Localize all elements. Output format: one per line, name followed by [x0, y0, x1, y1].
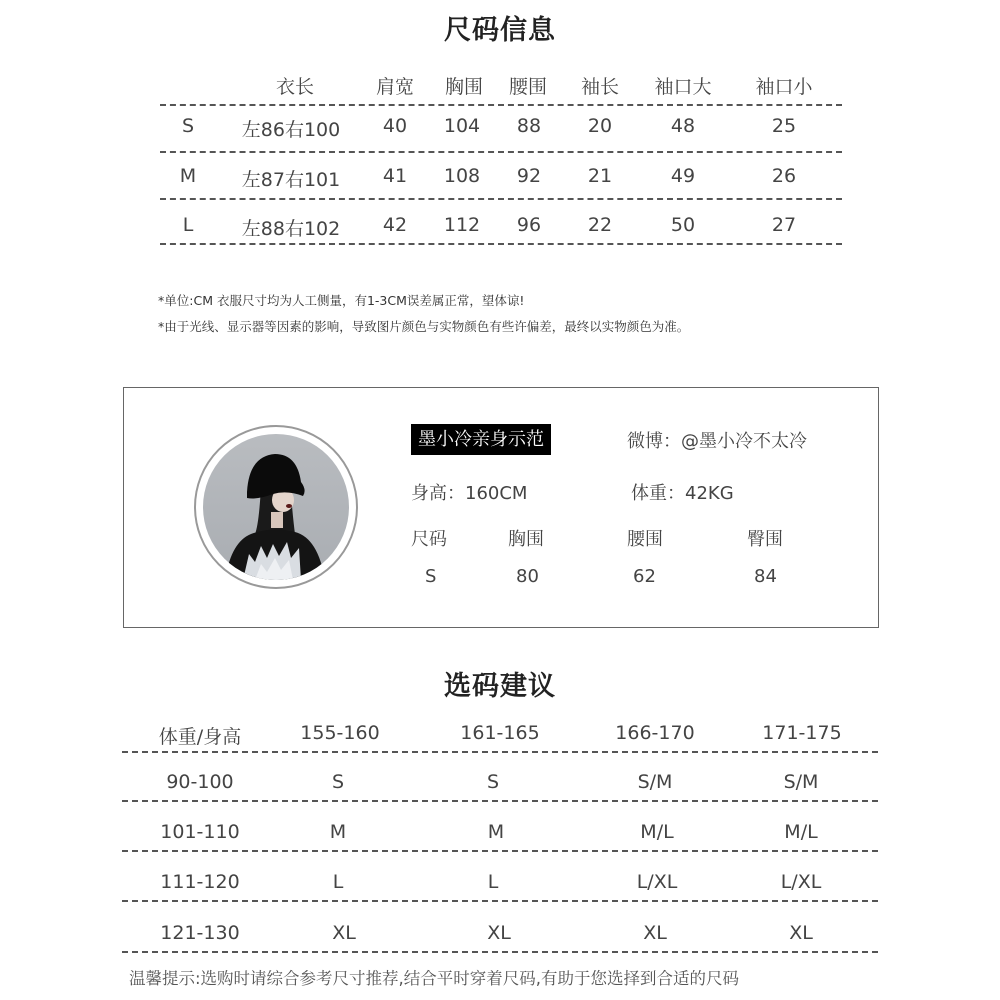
col-header-height-3: 166-170: [615, 722, 695, 744]
model-value-hip: 84: [754, 566, 777, 587]
weight-range: 121-130: [160, 922, 240, 944]
col-header-length: 衣长: [275, 76, 314, 98]
size-cell: XL: [789, 922, 813, 944]
col-header-waist: 腰围: [508, 76, 547, 98]
cell-shoulder: 41: [382, 165, 408, 187]
note-unit: *单位:CM 衣服尺寸均为人工侧量，有1-3CM误差属正常，望体谅!: [158, 293, 525, 308]
divider: [160, 243, 842, 245]
cell-length: 左86右100: [241, 119, 341, 141]
divider: [160, 104, 842, 106]
divider: [160, 198, 842, 200]
weight-range: 111-120: [160, 871, 240, 893]
model-header-hip: 臀围: [747, 529, 783, 550]
model-photo: [203, 434, 349, 580]
model-value-chest: 80: [516, 566, 539, 587]
cell-waist: 88: [516, 115, 542, 137]
cell-length: 左87右101: [241, 169, 341, 191]
size-cell: S: [331, 771, 345, 793]
size-cell: S/M: [783, 771, 819, 793]
divider: [122, 751, 878, 753]
cell-length: 左88右102: [241, 218, 341, 240]
cell-shoulder: 40: [382, 115, 408, 137]
cell-chest: 112: [443, 214, 481, 236]
divider: [122, 900, 878, 902]
model-header-waist: 腰围: [627, 529, 663, 550]
weight-range: 101-110: [160, 821, 240, 843]
size-cell: M/L: [784, 821, 818, 843]
note-color: *由于光线、显示器等因素的影响，导致图片颜色与实物颜色有些许偏差，最终以实物颜色为准。: [158, 319, 690, 334]
divider: [160, 151, 842, 153]
cell-cuff-large: 49: [670, 165, 696, 187]
divider: [122, 850, 878, 852]
cell-chest: 104: [443, 115, 481, 137]
cell-cuff-small: 26: [771, 165, 797, 187]
col-header-cuff-large: 袖口大: [654, 76, 712, 98]
cell-cuff-small: 27: [771, 214, 797, 236]
size-cell: M: [329, 821, 347, 843]
size-cell: XL: [643, 922, 667, 944]
tip-footer: 温馨提示:选购时请综合参考尺寸推荐,结合平时穿着尺码,有助于您选择到合适的尺码: [129, 969, 740, 988]
cell-sleeve: 22: [587, 214, 613, 236]
size-cell: L/XL: [636, 871, 678, 893]
divider: [122, 800, 878, 802]
cell-waist: 92: [516, 165, 542, 187]
divider: [122, 951, 878, 953]
size-cell: L: [487, 871, 499, 893]
model-height: 身高：160CM: [411, 483, 528, 504]
size-cell: XL: [332, 922, 356, 944]
size-cell: S: [486, 771, 500, 793]
model-name-badge: 墨小冷亲身示范: [411, 424, 551, 455]
model-weibo: 微博：@墨小冷不太冷: [627, 431, 807, 452]
col-header-height-4: 171-175: [762, 722, 842, 744]
model-header-size: 尺码: [411, 529, 447, 550]
model-header-chest: 胸围: [508, 529, 544, 550]
cell-cuff-small: 25: [771, 115, 797, 137]
col-header-chest: 胸围: [444, 76, 483, 98]
model-value-size: S: [425, 566, 437, 587]
weight-range: 90-100: [166, 771, 234, 793]
model-portrait-icon: [203, 434, 349, 580]
col-header-cuff-small: 袖口小: [755, 76, 813, 98]
size-cell: XL: [487, 922, 511, 944]
model-weight: 体重：42KG: [631, 483, 734, 504]
size-label: L: [182, 214, 194, 236]
col-header-weight-height: 体重/身高: [158, 726, 242, 748]
col-header-height-2: 161-165: [460, 722, 540, 744]
size-cell: S/M: [637, 771, 673, 793]
size-cell: M/L: [640, 821, 674, 843]
col-header-height-1: 155-160: [300, 722, 380, 744]
size-label: M: [179, 165, 197, 187]
cell-cuff-large: 48: [670, 115, 696, 137]
size-label: S: [181, 115, 195, 137]
size-cell: L/XL: [780, 871, 822, 893]
recommendation-title: 选码建议: [444, 671, 556, 702]
cell-chest: 108: [443, 165, 481, 187]
cell-sleeve: 20: [587, 115, 613, 137]
col-header-sleeve: 袖长: [580, 76, 619, 98]
cell-shoulder: 42: [382, 214, 408, 236]
model-value-waist: 62: [633, 566, 656, 587]
cell-waist: 96: [516, 214, 542, 236]
col-header-shoulder: 肩宽: [375, 76, 414, 98]
cell-cuff-large: 50: [670, 214, 696, 236]
size-cell: M: [487, 821, 505, 843]
cell-sleeve: 21: [587, 165, 613, 187]
avatar: [194, 425, 358, 589]
size-cell: L: [332, 871, 344, 893]
size-info-title: 尺码信息: [444, 15, 556, 46]
